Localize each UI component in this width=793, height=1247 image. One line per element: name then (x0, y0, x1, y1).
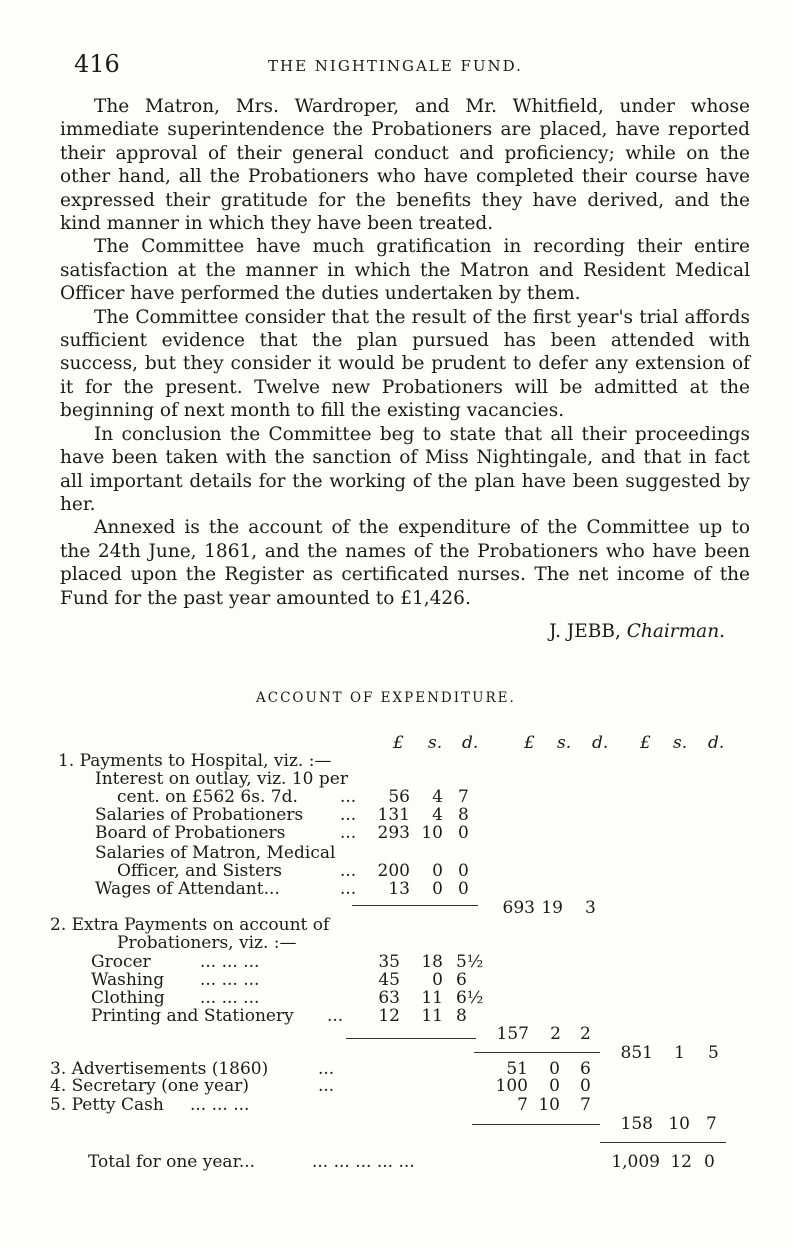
leader-dots: ... (340, 823, 357, 843)
amount-pounds: 51 (506, 1059, 528, 1079)
paragraph: The Committee have much gratification in recording their entire satisfaction at the manner in which the Matron and Resident Medical Officer have performed the duties undertaken by them. (60, 236, 750, 305)
col-header-pence: d. (462, 733, 479, 753)
divider (346, 1038, 476, 1039)
leader-dots: ... (318, 1059, 335, 1079)
leader-dots: ... ... ... (200, 970, 260, 990)
signature-name: J. JEBB, (549, 621, 621, 642)
col-header-pence: d. (708, 733, 725, 753)
item-label-cont: cent. on £562 6s. 7d. (117, 787, 298, 807)
section-heading: 1. Payments to Hospital, viz. :— (58, 751, 332, 771)
leader-dots: ... ... ... (200, 988, 260, 1008)
running-total-pence: 5 (708, 1043, 719, 1063)
item-label: Board of Probationers (95, 823, 286, 843)
amount-pounds: 56 (388, 787, 410, 807)
item-label: Grocer (91, 952, 151, 972)
col-header-pounds: £ (524, 733, 535, 753)
item-label: Printing and Stationery (91, 1006, 294, 1026)
amount-pounds: 100 (495, 1076, 528, 1096)
grand-total-label: Total for one year... (88, 1152, 256, 1172)
amount-shillings: 0 (432, 970, 443, 990)
amount-pounds: 45 (378, 970, 400, 990)
signature-title: Chairman. (626, 621, 725, 642)
amount-pence: 8 (458, 805, 469, 825)
amount-pence: 8 (456, 1006, 467, 1026)
amount-shillings: 0 (549, 1059, 560, 1079)
col-header-pence: d. (592, 733, 609, 753)
paragraph: The Matron, Mrs. Wardroper, and Mr. Whitfield, under whose immediate superintendence the Probationers are placed, have reported their approval of their general conduct and proficiency; while on the other hand, all the Probationers who have completed their course have expressed their gratitude for the benefits they have derived, and the kind manner in which they have been treated. (60, 96, 750, 235)
amount-shillings: 4 (432, 787, 443, 807)
account-title: ACCOUNT OF EXPENDITURE. (256, 690, 516, 706)
paragraph: In conclusion the Committee beg to state that all their proceedings have been taken with the sanction of Miss Nightingale, and that in fact all important details for the working of the plan have been suggested by her. (60, 423, 750, 515)
section-heading: 2. Extra Payments on account of (50, 915, 330, 935)
item-label: Wages of Attendant... (95, 879, 280, 899)
col-header-shillings: s. (557, 733, 572, 753)
amount-pounds: 200 (377, 861, 410, 881)
paragraph: The Committee consider that the result of the first year's trial affords sufficient evidence that the plan pursued has been attended with success, but they consider it would be prudent to defer any extension of it for the present. Twelve new Probationers will be admitted at the beginning of next month to fill the existing vacancies. (60, 306, 750, 422)
item-label: 5. Petty Cash (50, 1095, 164, 1115)
amount-pence: 7 (580, 1095, 591, 1115)
col-header-shillings: s. (428, 733, 443, 753)
col-header-shillings: s. (673, 733, 688, 753)
divider (474, 1052, 600, 1053)
item-label-cont: Officer, and Sisters (117, 861, 283, 881)
amount-pounds: 293 (377, 823, 410, 843)
amount-pence: 6½ (456, 988, 484, 1008)
running-total-pounds: 851 (620, 1043, 653, 1063)
amount-pounds: 7 (517, 1095, 528, 1115)
leader-dots: ... (340, 787, 357, 807)
amount-shillings: 18 (421, 952, 443, 972)
amount-shillings: 11 (421, 1006, 443, 1026)
subtotal-shillings: 19 (541, 898, 563, 918)
amount-pence: 0 (458, 823, 469, 843)
paragraph: Annexed is the account of the expenditure of the Committee up to the 24th June, 1861, and the names of the Probationers who have been placed upon the Register as certificated nurses. The net income of the Fund for the past year amounted to £1,426. (60, 517, 750, 609)
subtotal-pence: 2 (580, 1024, 591, 1044)
subtotal-pence: 3 (585, 898, 596, 918)
divider (600, 1142, 726, 1143)
leader-dots: ... ... ... (190, 1095, 250, 1115)
section-heading-cont: Probationers, viz. :— (117, 933, 297, 953)
leader-dots: ... ... ... (200, 952, 260, 972)
col-header-pounds: £ (640, 733, 651, 753)
amount-pence: 6 (456, 970, 467, 990)
amount-pence: 5½ (456, 952, 484, 972)
item-label: Interest on outlay, viz. 10 per (95, 769, 348, 789)
amount-shillings: 11 (421, 988, 443, 1008)
leader-dots: ... (340, 805, 357, 825)
amount-pence: 6 (580, 1059, 591, 1079)
amount-shillings: 0 (432, 861, 443, 881)
subtotal-pounds: 693 (502, 898, 535, 918)
page-number: 416 (74, 50, 120, 78)
amount-shillings: 10 (421, 823, 443, 843)
amount-shillings: 0 (549, 1076, 560, 1096)
leader-dots: ... ... ... ... ... (312, 1152, 415, 1172)
item-label: Clothing (91, 988, 165, 1008)
item-label: 3. Advertisements (1860) (50, 1059, 269, 1079)
amount-pounds: 131 (377, 805, 410, 825)
subtotal-pounds: 157 (496, 1024, 529, 1044)
leader-dots: ... (318, 1076, 335, 1096)
item-label: Salaries of Probationers (95, 805, 304, 825)
grand-total-pence: 0 (704, 1152, 715, 1172)
item-label: Salaries of Matron, Medical (95, 843, 336, 863)
item-label: 4. Secretary (one year) (50, 1076, 249, 1096)
divider (472, 1124, 600, 1125)
amount-pence: 7 (458, 787, 469, 807)
amount-pounds: 12 (378, 1006, 400, 1026)
leader-dots: ... (340, 861, 357, 881)
amount-pounds: 63 (378, 988, 400, 1008)
grand-total-pounds: 1,009 (611, 1152, 660, 1172)
amount-pence: 0 (458, 879, 469, 899)
amount-pounds: 13 (388, 879, 410, 899)
amount-pence: 0 (458, 861, 469, 881)
subtotal-shillings: 2 (550, 1024, 561, 1044)
leader-dots: ... (340, 879, 357, 899)
amount-shillings: 4 (432, 805, 443, 825)
other-total-pence: 7 (706, 1114, 717, 1134)
amount-shillings: 0 (432, 879, 443, 899)
item-label: Washing (91, 970, 165, 990)
running-total-shillings: 1 (674, 1043, 685, 1063)
amount-pounds: 35 (378, 952, 400, 972)
other-total-pounds: 158 (620, 1114, 653, 1134)
amount-shillings: 10 (538, 1095, 560, 1115)
divider (352, 905, 478, 906)
leader-dots: ... (327, 1006, 344, 1026)
running-title: THE NIGHTINGALE FUND. (268, 57, 523, 75)
amount-pence: 0 (580, 1076, 591, 1096)
other-total-shillings: 10 (668, 1114, 690, 1134)
grand-total-shillings: 12 (670, 1152, 692, 1172)
col-header-pounds: £ (393, 733, 404, 753)
